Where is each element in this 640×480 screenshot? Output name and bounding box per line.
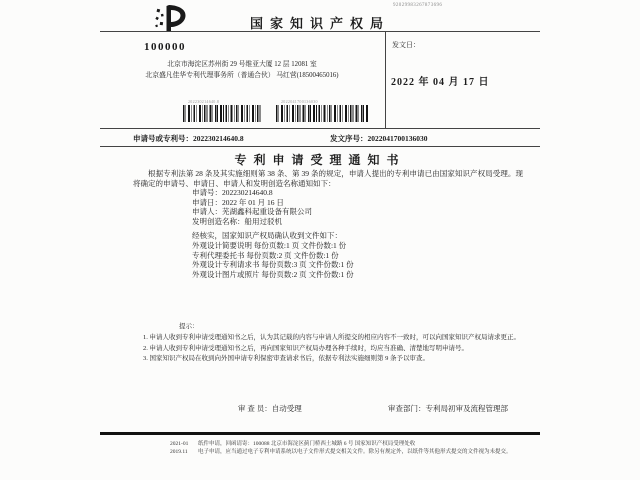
recipient-postcode: 100000 — [144, 41, 186, 53]
examiner-row — [238, 403, 302, 414]
received-documents-heading: 经核实，国家知识产权局确认收到文件如下： — [192, 231, 342, 240]
document-item: 外观设计简要说明 每份页数:1 页 文件份数:1 份 — [192, 240, 347, 250]
notice-fields — [192, 188, 312, 227]
notice-title: 专利申请受理通知书 — [234, 153, 406, 167]
field-label: 申请人： — [192, 207, 222, 217]
recipient-address-line1: 北京市海淀区苏州街 29 号维亚大厦 12 层 12081 室 — [167, 61, 317, 68]
dispatch-date-label: 发文日： — [392, 41, 420, 49]
field-filing-date — [192, 198, 312, 208]
field-value: 2022 年 01 月 16 日 — [222, 197, 284, 207]
dispatch-date-value: 2022 年 04 月 17 日 — [391, 77, 490, 88]
dispatch-serial-value: 2022041700136030 — [367, 134, 428, 143]
department-label: 审查部门： — [388, 404, 426, 413]
field-value: 芜湖鑫科起重设备有限公司 — [222, 207, 312, 217]
field-label: 申请号： — [192, 188, 222, 197]
tip-item: 2. 申请人收到专利申请受理通知书之后，再向国家知识产权局办理各种手续时，均应当准确、清楚地写明申请号。 — [143, 344, 468, 352]
field-label: 发明创造名称： — [192, 217, 245, 227]
footer-note: 电子申请，应当通过电子专利申请系统以电子文件形式提交相关文件。除另有规定外，以纸件等其他形式提交的文件视为未提交。 — [198, 449, 512, 456]
dispatch-box-divider — [385, 31, 386, 128]
footer-notes — [198, 440, 534, 457]
form-codes — [170, 440, 188, 457]
application-number-label: 申请号或专利号： — [133, 134, 193, 143]
field-value: 202230214640.8 — [222, 188, 273, 197]
application-number-value: 202230214640.8 — [193, 134, 244, 143]
document-item: 外观设计专利请求书 每份页数:3 页 文件份数:1 份 — [192, 260, 354, 270]
field-application-number — [192, 188, 312, 198]
received-documents — [192, 231, 354, 280]
tips-section — [130, 322, 532, 365]
tip-item: 3. 国家知识产权局在收到向外国申请专利保密审查请求书后，依据专利法实施细则第 9 条予以审查。 — [143, 355, 429, 363]
examiner-value: 自动受理 — [271, 404, 302, 413]
field-applicant — [192, 207, 312, 217]
examiner-label: 审 查 员： — [238, 404, 272, 413]
barcode-application-number — [183, 105, 261, 122]
recipient-address-line2: 北京盛凡佳华专利代理事务所（普通合伙） 马红营(18500465016) — [145, 72, 339, 79]
document-item: 专利代理委托书 每份页数:2 页 文件份数:1 份 — [192, 250, 339, 260]
field-value: 船用过驳机 — [244, 217, 282, 227]
department-value: 专利局初审及流程管理部 — [425, 404, 508, 413]
barcode-caption-right: 2022041700136030 — [281, 99, 318, 104]
field-label: 申请日： — [192, 197, 222, 207]
barcode-caption-left: 202230214640.8 — [188, 99, 220, 104]
barcode-dispatch-serial — [276, 105, 368, 122]
document-serial-number: 92029983267873696 — [393, 3, 443, 8]
application-number-row — [133, 133, 244, 144]
header-rule — [100, 31, 540, 32]
agency-title: 国家知识产权局 — [249, 16, 390, 31]
dispatch-serial-row — [330, 133, 428, 144]
address-block-rule — [100, 128, 540, 129]
dispatch-serial-label: 发文序号： — [330, 134, 368, 143]
notice-intro-paragraph: 根据专利法第 28 条及其实施细则第 38 条、第 39 条的规定，申请人提出的专利申请已由国家知识产权局受理。现将确定的申请号、申请日、申请人和发明创造名称通知如下： — [133, 169, 523, 189]
document-item: 外观设计图片或照片 每份页数:2 页 文件份数:1 份 — [192, 270, 354, 280]
form-code: 2021-01 — [170, 441, 189, 447]
footer-separator-bar — [100, 432, 540, 435]
form-code: 2019.11 — [170, 449, 188, 456]
field-invention-title — [192, 217, 312, 227]
title-rule — [100, 146, 540, 147]
footer-note: 纸件申请，回函请寄：100088 北京市海淀区蓟门桥西土城路 6 号 国家知识产权局受理处收 — [198, 441, 416, 447]
department-row — [388, 403, 508, 414]
tip-item: 1. 申请人收到专利申请受理通知书之后，认为其记载的内容与申请人所提交的相应内容不一致时，可以向国家知识产权局请求更正。 — [143, 334, 520, 342]
tips-heading: 提示： — [179, 323, 199, 330]
